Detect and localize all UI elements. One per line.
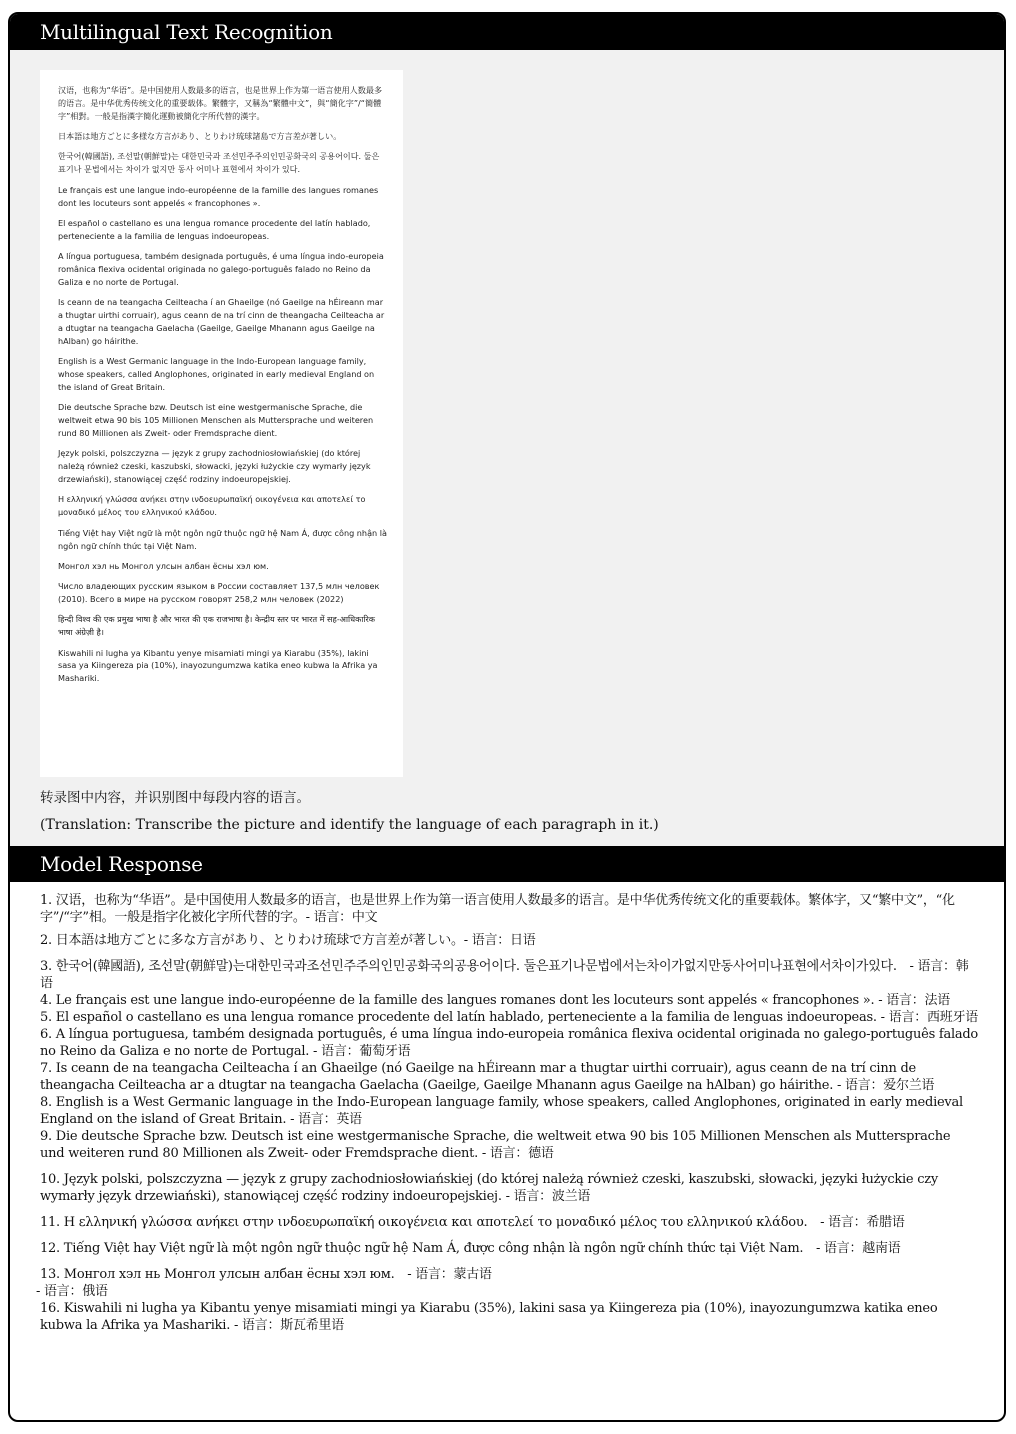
- image-paragraph: English is a West Germanic language in the Indo-European language family, whose speakers, called Anglophones, originated in early medieval England on the island of Great Britain.: [58, 356, 375, 392]
- response-item: 3. 한국어(韓國語), 조선말(朝鮮말)는대한민국과조선민주주의인민공화국의공용어이다. 둘은표기나문법에서는차이가없지만동사어미나표현에서차이가있다. - 语言：韩语: [40, 959, 969, 991]
- response-item: 11. Η ελληνική γλώσσα ανήκει στην ινδοευρωπαϊκή οικογένεια και αποτελεί το μοναδικό μέλος του ελληνικού κλάδου. - 语言：希腊语: [40, 1215, 905, 1230]
- image-paragraph: 한국어(韓國語), 조선말(朝鮮말)는 대한민국과 조선민주주의인민공화국의 공용어이다. 둘은 표기나 문법에서는 차이가 없지만 동사 어미나 표현에서 차이가 있다.: [58, 151, 380, 175]
- image-paragraph: A língua portuguesa, também designada português, é uma língua indo-europeia românica flexiva ocidental originada no galego-português falado no Reino da Galiza e no norte de Portugal.: [58, 251, 384, 287]
- response-item: 16. Kiswahili ni lugha ya Kibantu yenye misamiati mingi ya Kiarabu (35%), lakini sasa ya Kiingereza pia (10%), inayozungumzwa katika eneo kubwa la Afrika ya Mashariki. - 语言：斯瓦希里语: [40, 1301, 938, 1333]
- response-item: 5. El español o castellano es una lengua romance procedente del latín hablado, perteneciente a la familia de lenguas indoeuropeas. - 语言：西班牙语: [40, 1010, 978, 1025]
- image-paragraph: Монгол хэл нь Монгол улсын албан ёсны хэл юм.: [58, 560, 269, 571]
- response-area: [10, 882, 1004, 1334]
- response-item: 1. 汉语，也称为“华语”。是中国使用人数最多的语言，也是世界上作为第一语言使用人数最多的语言。是中华优秀传统文化的重要载体。繁体字，又“繁中文”，“化字”/“字”相。一般是指字化被化字所代替的字。- 语言：中文: [40, 893, 955, 925]
- response-item: 7. Is ceann de na teangacha Ceilteacha í an Ghaeilge (nó Gaeilge na hÉireann mar a thugtar uirthi corruair), agus ceann de na trí cinn de theangacha Ceilteacha ar a dtugtar na teangacha Gaelacha (Gaeilge, Gaeilge Mhanann agus Gaeilge na hAlban) go háirithe. - 语言：爱尔兰语: [40, 1061, 935, 1093]
- image-paragraph: El español o castellano es una lengua romance procedente del latín hablado, perteneciente a la familia de lenguas indoeuropeas.: [58, 217, 371, 241]
- image-paragraph: Is ceann de na teangacha Ceilteacha í an Ghaeilge (nó Gaeilge na hÉireann mar a thugtar uirthi corruair), agus ceann de na trí cinn de theangacha Ceilteacha ar a dtugtar na teangacha Gaelacha (Gaeilge, Gaeilge Mhanann agus Gaeilge na hAlban) go háirithe.: [58, 297, 385, 346]
- prompt-section-header: [10, 14, 1004, 50]
- response-item: 13. Монгол хэл нь Монгол улсын албан ёсны хэл юм. - 语言：蒙古语: [40, 1267, 492, 1282]
- response-item: - 语言：俄语: [36, 1284, 108, 1299]
- image-paragraph: 汉语，也称为“华语”。是中国使用人数最多的语言，也是世界上作为第一语言使用人数最多的语言。是中华优秀传统文化的重要载体。繁體字，又稱為“繁體中文”，與“簡化字”/“簡體字”相對。一般是指漢字簡化運動被簡化字所代替的漢字。: [58, 85, 383, 121]
- prompt-text-chinese: 转录图中内容，并识别图中每段内容的语言。: [40, 790, 310, 806]
- response-item: 4. Le français est une langue indo-européenne de la famille des langues romanes dont les locuteurs sont appelés « francophones ». - 语言：法语: [40, 993, 951, 1008]
- image-paragraph: Η ελληνική γλώσσα ανήκει στην ινδοευρωπαϊκή οικογένεια και αποτελεί το μοναδικό μέλος του ελληνικού κλάδου.: [58, 494, 366, 518]
- section-title: Multilingual Text Recognition: [40, 20, 333, 44]
- response-item: 10. Język polski, polszczyzna — język z grupy zachodniosłowiańskiej (do której należą również czeski, kaszubski, słowacki, języki łużyckie czy wymarły język drzewiański), stanowiącej część rodziny indoeuropejskiej. - 语言：波兰语: [40, 1172, 938, 1204]
- input-document-image: [40, 70, 403, 777]
- image-paragraph: Tiếng Việt hay Việt ngữ là một ngôn ngữ thuộc ngữ hệ Nam Á, được công nhận là ngôn ngữ chính thức tại Việt Nam.: [58, 527, 387, 551]
- response-item: 9. Die deutsche Sprache bzw. Deutsch ist eine westgermanische Sprache, die weltweit etwa 90 bis 105 Millionen Menschen als Muttersprache und weiteren rund 80 Millionen als Zweit- oder Fremdsprache dient. - 语言：德语: [40, 1129, 951, 1161]
- response-item: 6. A língua portuguesa, também designada português, é uma língua indo-europeia românica flexiva ocidental originada no galego-português falado no Reino da Galiza e no norte de Portugal. - 语言：葡萄牙语: [40, 1027, 978, 1059]
- image-paragraph: Число владеющих русским языком в России составляет 137,5 млн человек (2010). Всего в мире на русском говорят 258,2 млн человек (2022): [58, 581, 380, 605]
- response-item: 8. English is a West Germanic language in the Indo-European language family, whose speakers, called Anglophones, originated in early medieval England on the island of Great Britain. - 语言：英语: [40, 1095, 963, 1127]
- response-item: 12. Tiếng Việt hay Việt ngữ là một ngôn ngữ thuộc ngữ hệ Nam Á, được công nhận là ngôn ngữ chính thức tại Việt Nam. - 语言：越南语: [40, 1241, 901, 1256]
- content-card: [8, 12, 1006, 1422]
- section-title: Model Response: [40, 852, 203, 876]
- response-section-header: [10, 846, 1004, 882]
- prompt-area: [10, 50, 1004, 846]
- image-paragraph: Język polski, polszczyzna — język z grupy zachodniosłowiańskiej (do której należą również czeski, kaszubski, słowacki, języki łużyckie czy wymarły język drzewiański), stanowiącej część rodziny indoeuropejskiej.: [58, 448, 371, 485]
- image-paragraph: Kiswahili ni lugha ya Kibantu yenye misamiati mingi ya Kiarabu (35%), lakini sasa ya Kiingereza pia (10%), inayozungumzwa katika eneo kubwa la Afrika ya Mashariki.: [58, 647, 378, 684]
- image-paragraph: 日本語は地方ごとに多様な方言があり、とりわけ琉球諸島で方言差が著しい。: [58, 131, 342, 142]
- response-item: 2. 日本語は地方ごとに多な方言があり、とりわけ琉球で方言差が著しい。- 语言：日语: [40, 933, 536, 948]
- image-paragraph: हिन्दी विश्व की एक प्रमुख भाषा है और भारत की एक राजभाषा है। केन्द्रीय स्तर पर भारत में सह-आधिकारिक भाषा अंग्रेज़ी है।: [58, 614, 376, 638]
- image-paragraph: Le français est une langue indo-européenne de la famille des langues romanes dont les locuteurs sont appelés « francophones ».: [58, 184, 379, 208]
- prompt-text-translation: (Translation: Transcribe the picture and identify the language of each paragraph in it.): [40, 817, 659, 833]
- image-paragraph: Die deutsche Sprache bzw. Deutsch ist eine westgermanische Sprache, die weltweit etwa 90 bis 105 Millionen Menschen als Muttersprache und weiteren rund 80 Millionen als Zweit- oder Fremdsprache dient.: [58, 402, 374, 439]
